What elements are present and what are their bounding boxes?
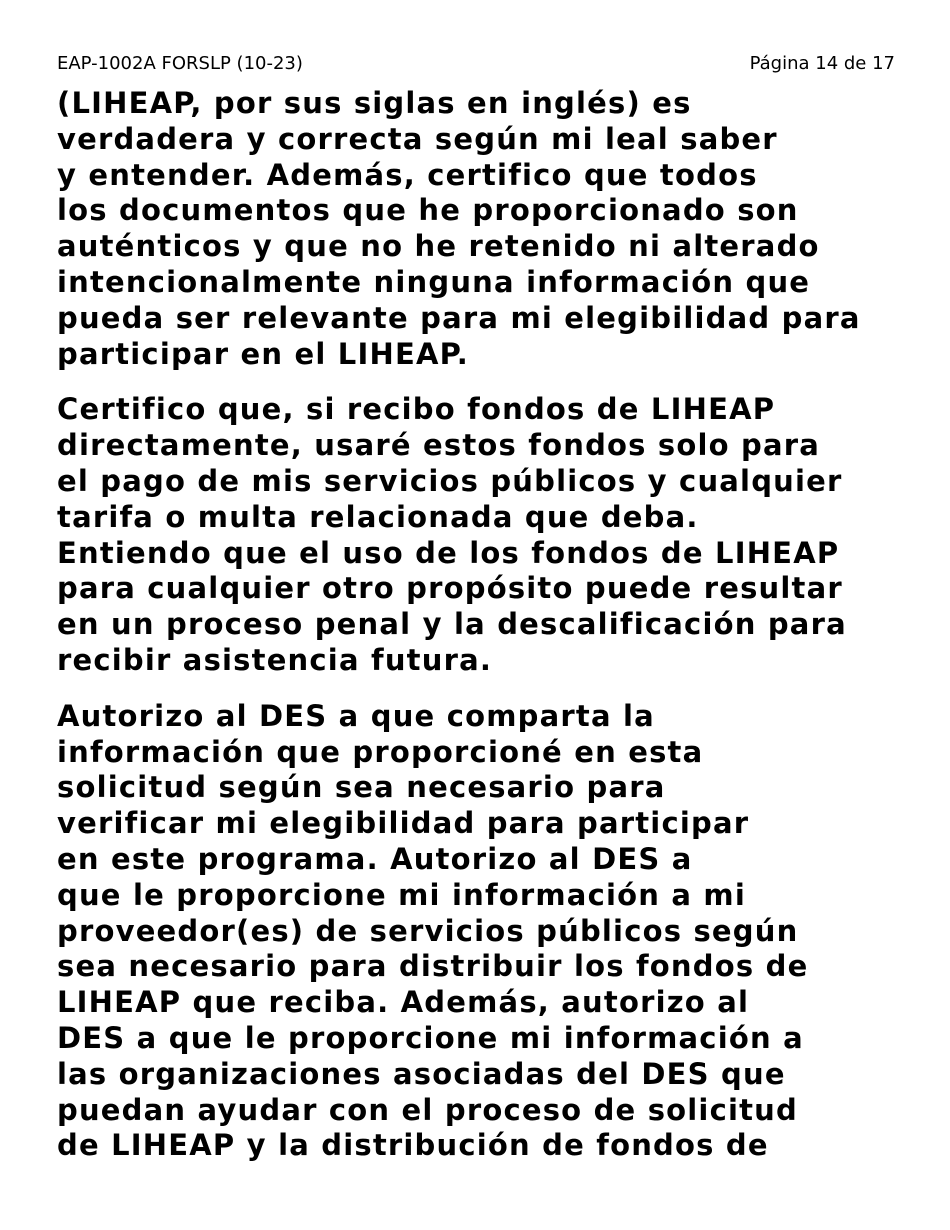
- text-line: el pago de mis servicios públicos y cualquier: [57, 463, 843, 498]
- text-line: proveedor(es) de servicios públicos según: [57, 913, 799, 948]
- funds-use-paragraph: [57, 392, 937, 678]
- text-line: recibir asistencia futura.: [57, 642, 493, 677]
- text-line: verificar mi elegibilidad para participar: [57, 806, 750, 841]
- authorization-paragraph: [57, 699, 937, 1164]
- form-id: EAP-1002A FORSLP (10-23): [57, 53, 303, 74]
- text-line: Entiendo que el uso de los fondos de LIHEAP: [57, 535, 840, 570]
- text-line: DES a que le proporcione mi información a: [57, 1020, 804, 1055]
- text-line: en un proceso penal y la descalificación para: [57, 607, 847, 642]
- text-line: intencionalmente ninguna información que: [57, 264, 811, 299]
- text-line: sea necesario para distribuir los fondos de: [57, 949, 809, 984]
- text-line: para cualquier otro propósito puede resultar: [57, 571, 843, 606]
- text-line: que le proporcione mi información a mi: [57, 877, 746, 912]
- text-line: de LIHEAP y la distribución de fondos de: [57, 1128, 769, 1163]
- text-line: los documentos que he proporcionado son: [57, 193, 799, 228]
- text-line: tarifa o multa relacionada que deba.: [57, 499, 699, 534]
- text-line: las organizaciones asociadas del DES que: [57, 1056, 786, 1091]
- text-line: (LIHEAP, por sus siglas en inglés) es: [57, 86, 692, 120]
- page-header: [57, 52, 895, 76]
- text-line: verdadera y correcta según mi leal saber: [57, 121, 778, 156]
- document-body: [57, 86, 937, 1184]
- certification-paragraph: [57, 86, 937, 372]
- text-line: participar en el LIHEAP.: [57, 336, 469, 371]
- page-number: Página 14 de 17: [749, 53, 895, 74]
- text-line: directamente, usaré estos fondos solo para: [57, 428, 821, 463]
- text-line: en este programa. Autorizo al DES a: [57, 841, 693, 876]
- text-line: Autorizo al DES a que comparta la: [57, 698, 655, 733]
- text-line: LIHEAP que reciba. Además, autorizo al: [57, 985, 750, 1020]
- text-line: Certifico que, si recibo fondos de LIHEAP: [57, 392, 776, 427]
- text-line: solicitud según sea necesario para: [57, 770, 666, 805]
- text-line: información que proporcioné en esta: [57, 734, 704, 769]
- text-line: y entender. Además, certifico que todos: [57, 157, 758, 192]
- text-line: puedan ayudar con el proceso de solicitud: [57, 1092, 798, 1127]
- text-line: pueda ser relevante para mi elegibilidad para: [57, 300, 861, 335]
- text-line: auténticos y que no he retenido ni alterado: [57, 229, 820, 264]
